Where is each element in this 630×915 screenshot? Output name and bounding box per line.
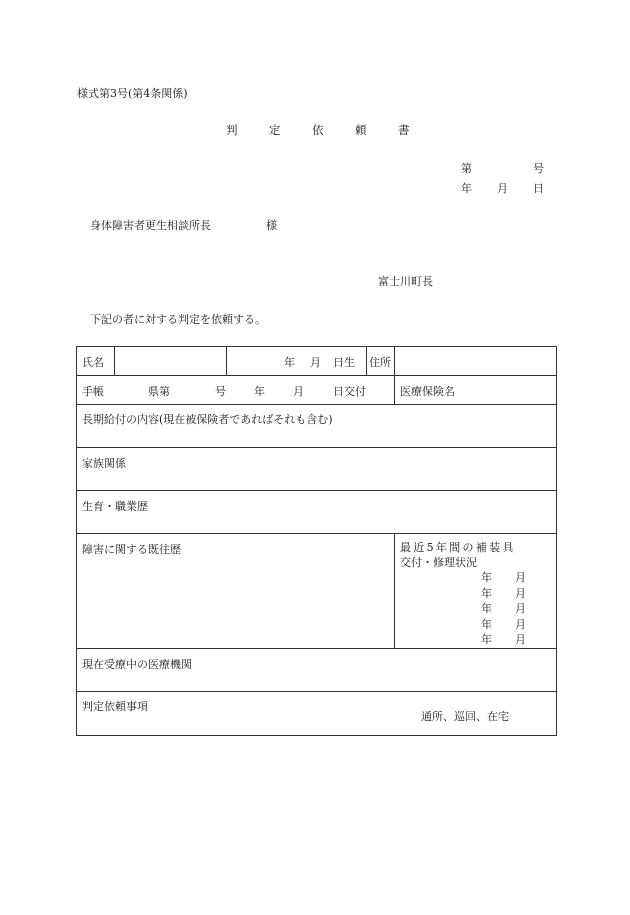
birthdate-cell[interactable] <box>227 347 367 376</box>
family-label: 家族関係 <box>82 457 126 470</box>
handbook-label: 手帳 <box>82 385 104 398</box>
form-number: 様式第3号(第4条関係) <box>77 87 188 100</box>
history-label: 障害に関する既往歴 <box>82 543 181 556</box>
birth-day: 日生 <box>333 356 355 369</box>
history-cell[interactable] <box>77 534 395 649</box>
address-label: 住所 <box>369 356 391 369</box>
prosthesis-month-4: 月 <box>515 618 526 631</box>
prosthesis-month-3: 月 <box>515 602 526 615</box>
row-name <box>77 347 557 376</box>
upbringing-cell[interactable] <box>77 491 557 534</box>
handbook-cell[interactable] <box>77 376 395 405</box>
long-term-benefits-cell[interactable] <box>77 405 557 448</box>
prosthesis-month-1: 月 <box>515 571 526 584</box>
handbook-prefecture: 県第 <box>148 385 170 398</box>
sender: 富士川町長 <box>378 275 433 288</box>
long-term-benefits-label: 長期給付の内容(現在被保険者であればそれも含む) <box>82 413 333 426</box>
medical-institution-cell[interactable] <box>77 649 557 692</box>
row-handbook <box>77 376 557 405</box>
handbook-year: 年 <box>254 385 265 398</box>
prosthesis-year-5: 年 <box>481 633 492 646</box>
request-form-table <box>76 346 557 736</box>
birth-month: 月 <box>310 356 321 369</box>
row-family <box>77 448 557 491</box>
prosthesis-month-5: 月 <box>515 633 526 646</box>
row-long-term-benefits <box>77 405 557 448</box>
prosthesis-year-3: 年 <box>481 602 492 615</box>
insurance-cell[interactable] <box>395 376 557 405</box>
name-label: 氏名 <box>82 356 104 369</box>
prosthesis-year-2: 年 <box>481 587 492 600</box>
row-request-items <box>77 692 557 736</box>
address-label-cell <box>367 347 395 376</box>
row-medical-institution <box>77 649 557 692</box>
handbook-number: 号 <box>215 385 226 398</box>
date-month: 月 <box>497 182 508 195</box>
medical-institution-label: 現在受療中の医療機関 <box>82 658 192 671</box>
prosthesis-month-2: 月 <box>515 587 526 600</box>
date-day: 日 <box>533 182 544 195</box>
addressee-honorific: 様 <box>266 219 277 232</box>
family-cell[interactable] <box>77 448 557 491</box>
document-title <box>226 122 438 138</box>
request-items-label: 判定依頼事項 <box>82 700 148 713</box>
request-items-cell[interactable] <box>77 692 557 736</box>
prosthesis-year-4: 年 <box>481 618 492 631</box>
name-value-cell[interactable] <box>115 347 227 376</box>
date-year: 年 <box>461 182 472 195</box>
prosthesis-year-1: 年 <box>481 571 492 584</box>
handbook-issued: 日交付 <box>333 385 366 398</box>
number-prefix: 第 <box>461 162 472 175</box>
prosthesis-cell[interactable] <box>395 534 557 649</box>
upbringing-label: 生育・職業歴 <box>82 500 148 513</box>
prosthesis-title-2: 交付・修理状況 <box>400 556 477 569</box>
row-history <box>77 534 557 649</box>
birth-year: 年 <box>284 356 295 369</box>
title-char-4: 頼 <box>355 123 367 137</box>
prosthesis-title-1: 最近5年間の補装具 <box>400 541 516 554</box>
title-char-5: 書 <box>398 123 410 137</box>
title-char-2: 定 <box>269 123 281 137</box>
intro-text: 下記の者に対する判定を依頼する。 <box>90 313 266 326</box>
request-items-options: 通所、巡回、在宅 <box>421 710 509 723</box>
handbook-month: 月 <box>293 385 304 398</box>
address-value-cell[interactable] <box>395 347 557 376</box>
number-suffix: 号 <box>533 162 544 175</box>
name-label-cell <box>77 347 115 376</box>
title-char-3: 依 <box>312 123 324 137</box>
addressee-name: 身体障害者更生相談所長 <box>90 219 211 232</box>
insurance-label: 医療保険名 <box>400 385 455 398</box>
row-upbringing <box>77 491 557 534</box>
title-char-1: 判 <box>226 123 238 137</box>
